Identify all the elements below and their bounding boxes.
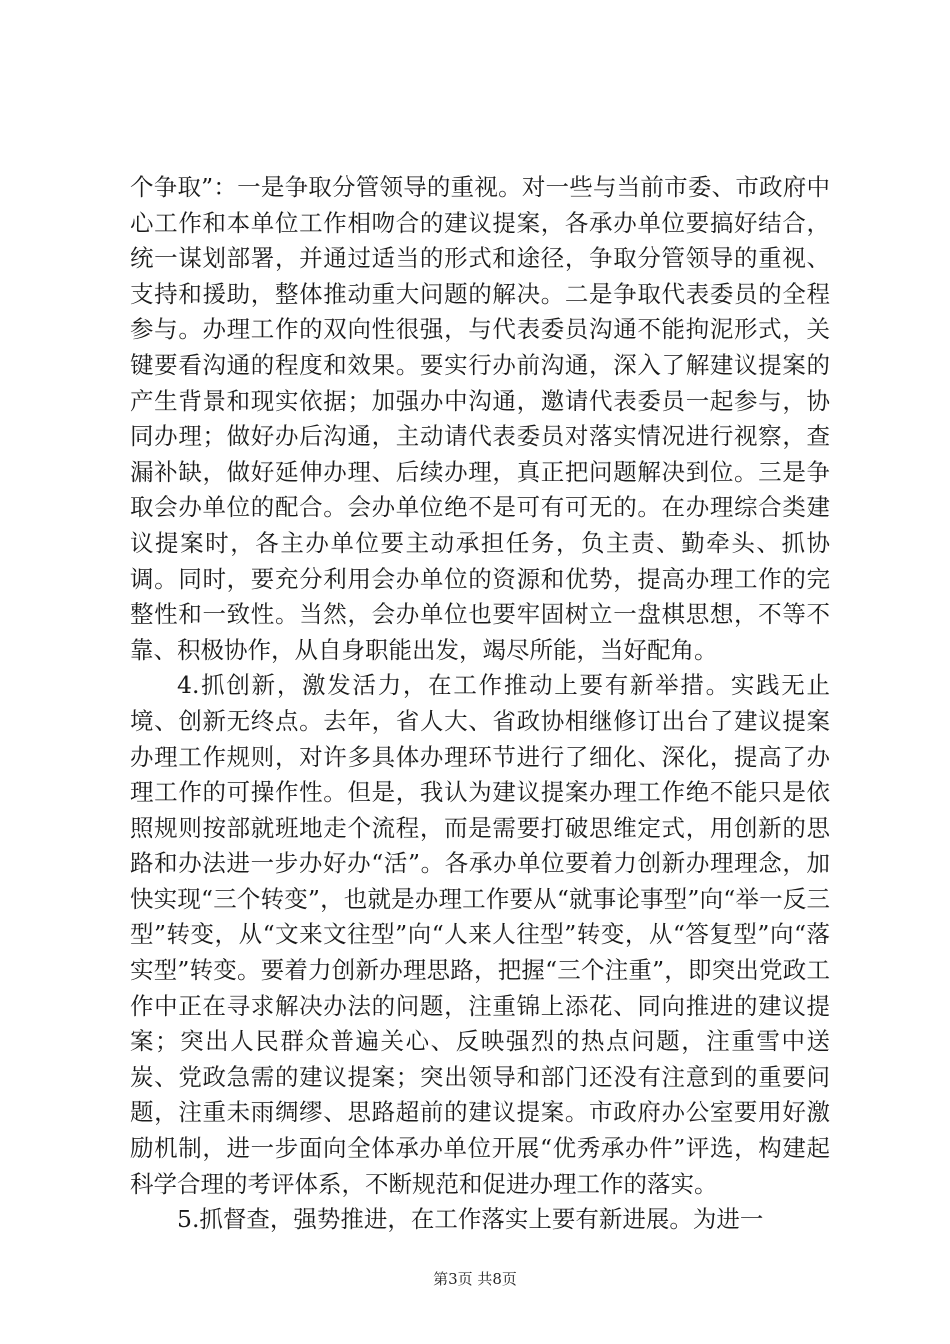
document-body	[130, 170, 830, 1238]
page-number-footer: 第3页 共8页	[433, 1270, 517, 1288]
paragraph-2: 4.抓创新，激发活力，在工作推动上要有新举措。实践无止境、创新无终点。去年，省人大、省政协相继修订出台了建议提案办理工作规则，对许多具体办理环节进行了细化、深化，提高了办理工作的可操作性。但是，我认为建议提案办理工作绝不能只是依照规则按部就班地走个流程，而是需要打破思维定式，用创新的思路和办法进一步办好办“活”。各承办单位要着力创新办理理念，加快实现“三个转变”，也就是办理工作要从“就事论事型”向“举一反三型”转变，从“文来文往型”向“人来人往型”转变，从“答复型”向“落实型”转变。要着力创新办理思路，把握“三个注重”，即突出党政工作中正在寻求解决办法的问题，注重锦上添花、同向推进的建议提案；突出人民群众普遍关心、反映强烈的热点问题，注重雪中送炭、党政急需的建议提案；突出领导和部门还没有注意到的重要问题，注重未雨绸缪、思路超前的建议提案。市政府办公室要用好激励机制，进一步面向全体承办单位开展“优秀承办件”评选，构建起科学合理的考评体系，不断规范和促进办理工作的落实。	[130, 671, 830, 1198]
paragraph-1: 个争取”：一是争取分管领导的重视。对一些与当前市委、市政府中心工作和本单位工作相吻合的建议提案，各承办单位要搞好结合，统一谋划部署，并通过适当的形式和途径，争取分管领导的重视、支持和援助，整体推动重大问题的解决。二是争取代表委员的全程参与。办理工作的双向性很强，与代表委员沟通不能拘泥形式，关键要看沟通的程度和效果。要实行办前沟通，深入了解建议提案的产生背景和现实依据；加强办中沟通，邀请代表委员一起参与，协同办理；做好办后沟通，主动请代表委员对落实情况进行视察，查漏补缺，做好延伸办理、后续办理，真正把问题解决到位。三是争取会办单位的配合。会办单位绝不是可有可无的。在办理综合类建议提案时，各主办单位要主动承担任务，负主责、勤牵头、抓协调。同时，要充分利用会办单位的资源和优势，提高办理工作的完整性和一致性。当然，会办单位也要牢固树立一盘棋思想，不等不靠、积极协作，从自身职能出发，竭尽所能，当好配角。	[130, 173, 830, 664]
paragraph-3: 5.抓督查，强势推进，在工作落实上要有新进展。为进一	[177, 1205, 764, 1234]
